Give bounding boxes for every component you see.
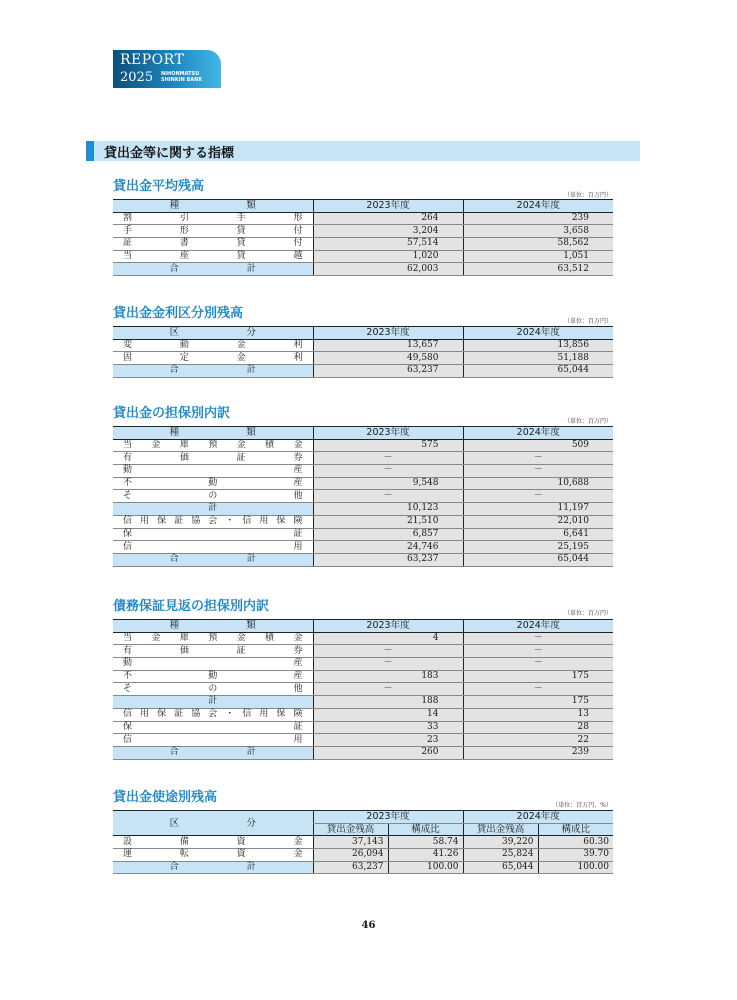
value-2023: 21,510 (313, 515, 463, 528)
collateral-table (113, 426, 613, 567)
row-label (113, 528, 313, 541)
rate-balance-unit: （単位：百万円） (563, 318, 612, 325)
collateral-title: 貸出金の担保別内訳 (113, 406, 231, 421)
total-label-text: 合 計 (169, 554, 256, 565)
table-row (113, 632, 613, 645)
row-label-text: 当 座 貸 越 (123, 251, 303, 262)
value-2023: 14 (313, 708, 463, 721)
col-header-category (113, 200, 313, 213)
col-header-2024: 2024年度 (463, 200, 613, 213)
row-label-text: そ の 他 (123, 490, 303, 501)
value-2024: 51,188 (463, 352, 613, 365)
total-label (113, 746, 313, 759)
total-row (113, 861, 613, 874)
row-label-text: 証 書 貸 付 (123, 238, 303, 249)
col-header-category-text: 種 類 (169, 427, 256, 439)
table-row (113, 836, 613, 849)
total-label-text: 合 計 (169, 365, 256, 376)
value-2023: 4 (313, 632, 463, 645)
value-2023: 33 (313, 721, 463, 734)
table-row (113, 439, 613, 452)
total-b24: 65,044 (463, 861, 538, 874)
total-label (113, 553, 313, 566)
total-2023: 62,003 (313, 263, 463, 276)
value-2024: 3,658 (463, 225, 613, 238)
col-header-category-text: 種 類 (169, 620, 256, 632)
value-r23: 58.74 (388, 836, 463, 849)
col-header-2024: 2024年度 (463, 811, 613, 824)
total-label-text: 合 計 (169, 862, 256, 873)
value-2023: 183 (313, 670, 463, 683)
row-label (113, 708, 313, 721)
header-row (113, 427, 613, 440)
row-label-text: 手 形 貸 付 (123, 225, 303, 236)
value-2023: 3,204 (313, 225, 463, 238)
row-label-text: 信 用 (123, 541, 303, 552)
avg-balance-unit: （単位：百万円） (563, 192, 612, 199)
value-2023: 49,580 (313, 352, 463, 365)
row-label-text: 計 (208, 696, 218, 707)
row-label (113, 352, 313, 365)
row-label (113, 503, 313, 516)
report-year: 2025 (120, 70, 154, 85)
row-label (113, 683, 313, 696)
col-header-category (113, 811, 313, 836)
row-label (113, 250, 313, 263)
row-label (113, 452, 313, 465)
value-2023: － (313, 683, 463, 696)
value-2023: － (313, 465, 463, 478)
bank-name-line2: SHINKIN BANK (161, 77, 203, 83)
table-row (113, 352, 613, 365)
total-label-text: 合 計 (169, 747, 256, 758)
row-label-text: 不 動 産 (123, 671, 303, 682)
table-row (113, 708, 613, 721)
row-label (113, 696, 313, 709)
table-row (113, 849, 613, 862)
value-2024: － (463, 490, 613, 503)
row-label-text: 当 金 庫 預 金 積 金 (123, 440, 303, 451)
value-2024: 175 (463, 696, 613, 709)
value-2024: 13,856 (463, 339, 613, 352)
value-2023: 6,857 (313, 528, 463, 541)
col-header-category (113, 620, 313, 633)
usage-unit: （単位：百万円、%） (552, 802, 612, 809)
total-r24: 100.00 (538, 861, 613, 874)
col-header-category-text: 区 分 (169, 817, 256, 829)
col-header-2023: 2023年度 (313, 327, 463, 340)
row-label-text: 運 転 資 金 (123, 849, 303, 860)
section-heading-bar (86, 141, 94, 161)
table-row (113, 670, 613, 683)
row-label (113, 658, 313, 671)
col-header-2023: 2023年度 (313, 620, 463, 633)
table-row (113, 212, 613, 225)
col-header-balance-2024: 貸出金残高 (463, 823, 538, 836)
value-2024: 25,195 (463, 541, 613, 554)
total-b23: 63,237 (313, 861, 388, 874)
value-2023: 188 (313, 696, 463, 709)
row-label (113, 238, 313, 251)
report-label: REPORT (120, 52, 185, 68)
table-row (113, 541, 613, 554)
row-label (113, 515, 313, 528)
row-label-text: 保 証 (123, 721, 303, 732)
value-b23: 37,143 (313, 836, 388, 849)
table-row (113, 683, 613, 696)
col-header-ratio-2024: 構成比 (538, 823, 613, 836)
value-2023: 264 (313, 212, 463, 225)
total-2024: 239 (463, 746, 613, 759)
total-2024: 63,512 (463, 263, 613, 276)
value-2024: 22,010 (463, 515, 613, 528)
row-label-text: 信 用 保 証 協 会 ・ 信 用 保 険 (123, 516, 303, 527)
value-2024: － (463, 658, 613, 671)
col-header-category (113, 327, 313, 340)
value-2023: 9,548 (313, 477, 463, 490)
avg-balance-title: 貸出金平均残高 (113, 179, 205, 194)
value-r23: 41.26 (388, 849, 463, 862)
row-label (113, 836, 313, 849)
usage-title: 貸出金使途別残高 (113, 790, 218, 805)
row-label (113, 721, 313, 734)
bank-name (161, 71, 202, 83)
value-b24: 25,824 (463, 849, 538, 862)
table-row (113, 515, 613, 528)
col-header-2023: 2023年度 (313, 811, 463, 824)
total-2024: 65,044 (463, 365, 613, 378)
row-label-text: 有 価 証 券 (123, 452, 303, 463)
avg-balance-table (113, 199, 613, 276)
header-row-years (113, 811, 613, 824)
page-number: 46 (361, 920, 376, 931)
total-row (113, 263, 613, 276)
total-2024: 65,044 (463, 553, 613, 566)
row-label-text: 当 金 庫 預 金 積 金 (123, 633, 303, 644)
guarantee-title: 債務保証見返の担保別内訳 (113, 599, 270, 614)
total-r23: 100.00 (388, 861, 463, 874)
total-2023: 63,237 (313, 553, 463, 566)
value-2023: 57,514 (313, 238, 463, 251)
row-label-text: 保 証 (123, 528, 303, 539)
usage-table (113, 810, 613, 874)
value-2024: 11,197 (463, 503, 613, 516)
value-2023: 10,123 (313, 503, 463, 516)
value-2024: 58,562 (463, 238, 613, 251)
value-2024: 239 (463, 212, 613, 225)
total-row (113, 746, 613, 759)
table-row (113, 465, 613, 478)
bank-name-line1: NIHONMATSU (161, 71, 200, 77)
table-row (113, 503, 613, 516)
value-2024: － (463, 645, 613, 658)
value-2023: － (313, 452, 463, 465)
row-label-text: 動 産 (123, 658, 303, 669)
row-label (113, 645, 313, 658)
row-label-text: 固 定 金 利 (123, 352, 303, 363)
rate-balance-table (113, 326, 613, 378)
row-label (113, 849, 313, 862)
col-header-2024: 2024年度 (463, 327, 613, 340)
row-label-text: 有 価 証 券 (123, 645, 303, 656)
report-badge (113, 50, 221, 88)
row-label (113, 632, 313, 645)
table-row (113, 490, 613, 503)
row-label-text: 計 (208, 503, 218, 514)
table-row (113, 645, 613, 658)
header-row (113, 327, 613, 340)
header-row (113, 200, 613, 213)
value-2024: － (463, 632, 613, 645)
row-label (113, 225, 313, 238)
value-2024: － (463, 452, 613, 465)
table-row (113, 658, 613, 671)
value-2023: 24,746 (313, 541, 463, 554)
row-label (113, 339, 313, 352)
row-label (113, 541, 313, 554)
table-row (113, 250, 613, 263)
row-label (113, 465, 313, 478)
total-row (113, 553, 613, 566)
value-r24: 60.30 (538, 836, 613, 849)
table-row (113, 339, 613, 352)
row-label-text: 信 用 (123, 734, 303, 745)
row-label-text: そ の 他 (123, 683, 303, 694)
value-2023: － (313, 658, 463, 671)
row-label (113, 212, 313, 225)
value-2024: 28 (463, 721, 613, 734)
value-2024: － (463, 683, 613, 696)
row-label-text: 変 動 金 利 (123, 340, 303, 351)
total-label (113, 365, 313, 378)
row-label (113, 439, 313, 452)
table-row (113, 225, 613, 238)
total-label (113, 263, 313, 276)
section-heading (86, 141, 640, 161)
value-2024: 13 (463, 708, 613, 721)
col-header-2023: 2023年度 (313, 427, 463, 440)
header-row (113, 620, 613, 633)
row-label (113, 490, 313, 503)
row-label-text: 信 用 保 証 協 会 ・ 信 用 保 険 (123, 709, 303, 720)
value-2023: 13,657 (313, 339, 463, 352)
table-row (113, 452, 613, 465)
total-2023: 260 (313, 746, 463, 759)
table-row (113, 477, 613, 490)
collateral-unit: （単位：百万円） (563, 418, 612, 425)
total-label-text: 合 計 (169, 263, 256, 274)
col-header-2024: 2024年度 (463, 427, 613, 440)
row-label (113, 670, 313, 683)
value-2023: 1,020 (313, 250, 463, 263)
row-label (113, 477, 313, 490)
rate-balance-title: 貸出金金利区分別残高 (113, 306, 244, 321)
value-2024: 1,051 (463, 250, 613, 263)
guarantee-unit: （単位：百万円） (563, 610, 612, 617)
col-header-category-text: 区 分 (169, 327, 256, 339)
value-2024: 509 (463, 439, 613, 452)
table-row (113, 528, 613, 541)
value-b23: 26,094 (313, 849, 388, 862)
value-2024: 175 (463, 670, 613, 683)
row-label-text: 設 備 資 金 (123, 836, 303, 847)
table-row (113, 696, 613, 709)
col-header-ratio-2023: 構成比 (388, 823, 463, 836)
value-2023: 23 (313, 734, 463, 747)
value-2023: 575 (313, 439, 463, 452)
row-label-text: 割 引 手 形 (123, 213, 303, 224)
total-label (113, 861, 313, 874)
col-header-category-text: 種 類 (169, 200, 256, 212)
row-label-text: 不 動 産 (123, 478, 303, 489)
value-r24: 39.70 (538, 849, 613, 862)
value-b24: 39,220 (463, 836, 538, 849)
col-header-2024: 2024年度 (463, 620, 613, 633)
value-2023: － (313, 490, 463, 503)
table-row (113, 238, 613, 251)
value-2024: 6,641 (463, 528, 613, 541)
col-header-2023: 2023年度 (313, 200, 463, 213)
col-header-balance-2023: 貸出金残高 (313, 823, 388, 836)
value-2024: 22 (463, 734, 613, 747)
total-row (113, 365, 613, 378)
guarantee-table (113, 619, 613, 760)
table-row (113, 721, 613, 734)
value-2024: 10,688 (463, 477, 613, 490)
table-row (113, 734, 613, 747)
total-2023: 63,237 (313, 365, 463, 378)
value-2024: － (463, 465, 613, 478)
row-label-text: 動 産 (123, 465, 303, 476)
value-2023: － (313, 645, 463, 658)
col-header-category (113, 427, 313, 440)
row-label (113, 734, 313, 747)
section-title: 貸出金等に関する指標 (104, 146, 235, 161)
